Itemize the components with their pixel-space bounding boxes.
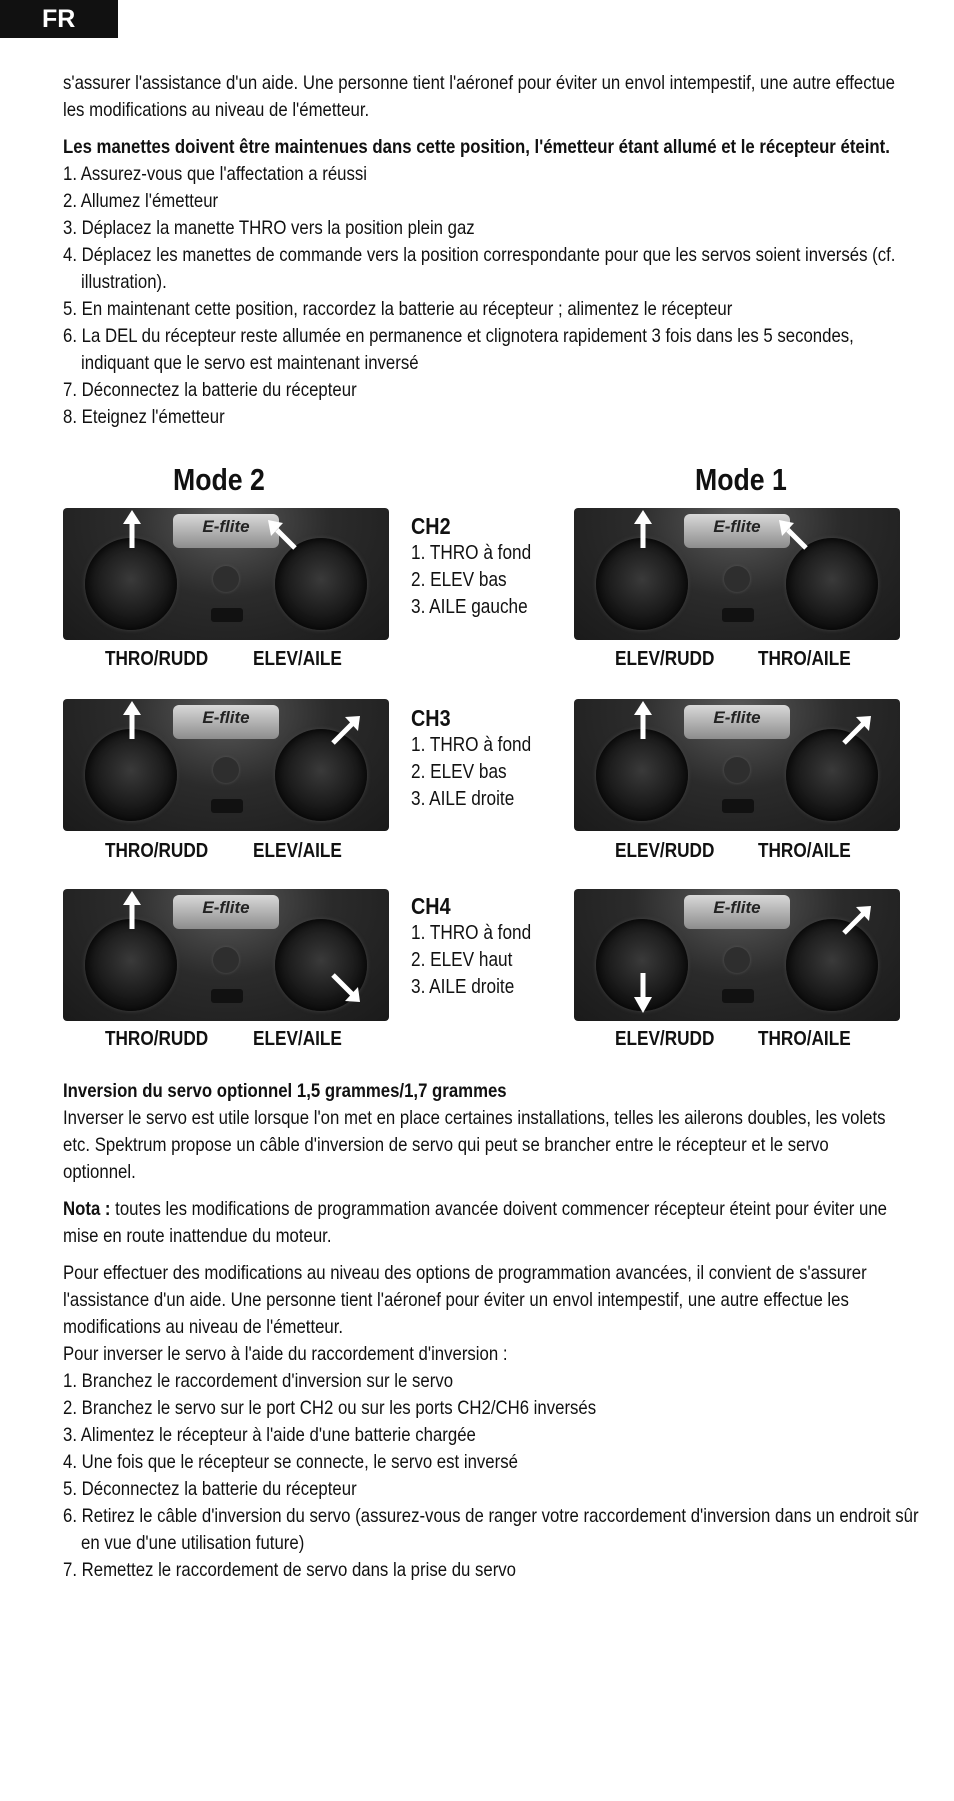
- list-item: 2. Allumez l'émetteur: [63, 190, 219, 212]
- list-item: 6. Retirez le câble d'inversion du servo (assurez-vous de ranger votre raccordement d'inversion dans un endroit sûr en vue d'une utilisation future): [63, 1505, 919, 1554]
- intro-bold-instruction: Les manettes doivent être maintenues dans cette position, l'émetteur étant allumé et le récepteur éteint.: [63, 136, 890, 158]
- intro-section: [63, 70, 903, 431]
- mode2-title: Mode 2: [173, 462, 265, 497]
- channel-line: 1. THRO à fond: [411, 734, 532, 756]
- stick-position-diagram: [63, 462, 903, 1050]
- brand-badge: E-flite: [684, 514, 790, 548]
- section-paragraph: Pour inverser le servo à l'aide du raccordement d'inversion :: [63, 1343, 508, 1365]
- section-heading: Inversion du servo optionnel 1,5 grammes/1,7 grammes: [63, 1080, 507, 1102]
- transmitter-mode2-ch3: [63, 699, 389, 831]
- transmitter-mode1-ch3: [574, 699, 900, 831]
- channel-ch2: [411, 512, 531, 621]
- transmitter-mode1-ch2: [574, 508, 900, 640]
- stick-label-right: THRO/AILE: [758, 648, 851, 670]
- note-paragraph: [63, 1196, 901, 1250]
- stick-label-right: THRO/AILE: [758, 840, 851, 862]
- section-paragraph: Pour effectuer des modifications au niveau des options de programmation avancées, il convient de s'assurer l'assistance d'un aide. Une personne tient l'aéronef pour éviter un envol intempestif, une autre effectue les modifications au niveau de l'émetteur.: [63, 1262, 867, 1338]
- arrow-icon: [574, 699, 900, 831]
- section-paragraph: Inverser le servo est utile lorsque l'on met en place certaines installations, telles les ailerons doubles, les volets etc. Spektrum propose un câble d'inversion de servo qui peut se brancher entre le récepteur et le servo optionnel.: [63, 1107, 886, 1183]
- channel-title: CH4: [411, 893, 451, 919]
- stick-label-right: ELEV/AILE: [253, 840, 342, 862]
- servo-reversal-section: [63, 1078, 919, 1584]
- list-item: 1. Branchez le raccordement d'inversion sur le servo: [63, 1370, 454, 1392]
- channel-title: CH3: [411, 705, 451, 731]
- intro-paragraph: s'assurer l'assistance d'un aide. Une personne tient l'aéronef pour éviter un envol intempestif, une autre effectue les modifications au niveau de l'émetteur.: [63, 72, 895, 121]
- arrow-icon: [63, 508, 389, 640]
- stick-label-right: ELEV/AILE: [253, 1028, 342, 1050]
- list-item: 4. Déplacez les manettes de commande vers la position correspondante pour que les servos soient inversés (cf. illustration).: [63, 244, 896, 293]
- arrow-icon: [574, 889, 900, 1021]
- channel-line: 3. AILE droite: [411, 788, 515, 810]
- list-item: 6. La DEL du récepteur reste allumée en permanence et clignotera rapidement 3 fois dans les 5 secondes, indiquant que le servo est maintenant inversé: [63, 325, 854, 374]
- channel-line: 1. THRO à fond: [411, 542, 532, 564]
- list-item: 3. Alimentez le récepteur à l'aide d'une batterie chargée: [63, 1424, 476, 1446]
- note-text: toutes les modifications de programmation avancée doivent commencer récepteur éteint pour éviter une mise en route inattendue du moteur.: [63, 1198, 888, 1247]
- list-item: 8. Eteignez l'émetteur: [63, 406, 225, 428]
- list-item: 2. Branchez le servo sur le port CH2 ou sur les ports CH2/CH6 inversés: [63, 1397, 597, 1419]
- transmitter-mode2-ch2: [63, 508, 389, 640]
- note-label: Nota :: [63, 1198, 111, 1220]
- transmitter-mode1-ch4: [574, 889, 900, 1021]
- list-item: 1. Assurez-vous que l'affectation a réussi: [63, 163, 367, 185]
- stick-label-right: ELEV/AILE: [253, 648, 342, 670]
- list-item: 5. Déconnectez la batterie du récepteur: [63, 1478, 357, 1500]
- language-tab: FR: [0, 0, 118, 38]
- intro-steps-list: [63, 161, 903, 431]
- transmitter-mode2-ch4: [63, 889, 389, 1021]
- list-item: 5. En maintenant cette position, raccordez la batterie au récepteur ; alimentez le récepteur: [63, 298, 733, 320]
- arrow-icon: [63, 889, 389, 1021]
- channel-line: 1. THRO à fond: [411, 922, 532, 944]
- stick-label-right: THRO/AILE: [758, 1028, 851, 1050]
- channel-ch3: [411, 704, 531, 813]
- brand-badge: E-flite: [173, 514, 279, 548]
- brand-badge: E-flite: [684, 705, 790, 739]
- servo-steps-list: [63, 1368, 919, 1584]
- list-item: 3. Déplacez la manette THRO vers la position plein gaz: [63, 217, 475, 239]
- stick-label-left: THRO/RUDD: [105, 648, 209, 670]
- brand-badge: E-flite: [173, 705, 279, 739]
- list-item: 4. Une fois que le récepteur se connecte, le servo est inversé: [63, 1451, 518, 1473]
- channel-line: 2. ELEV bas: [411, 569, 507, 591]
- channel-line: 2. ELEV bas: [411, 761, 507, 783]
- channel-line: 3. AILE droite: [411, 976, 515, 998]
- brand-badge: E-flite: [173, 895, 279, 929]
- list-item: 7. Remettez le raccordement de servo dans la prise du servo: [63, 1559, 517, 1581]
- mode1-title: Mode 1: [695, 462, 787, 497]
- arrow-icon: [63, 699, 389, 831]
- channel-line: 3. AILE gauche: [411, 596, 528, 618]
- channel-ch4: [411, 892, 531, 1001]
- stick-label-left: ELEV/RUDD: [615, 648, 715, 670]
- list-item: 7. Déconnectez la batterie du récepteur: [63, 379, 357, 401]
- stick-label-left: THRO/RUDD: [105, 840, 209, 862]
- channel-title: CH2: [411, 513, 451, 539]
- stick-label-left: ELEV/RUDD: [615, 840, 715, 862]
- channel-line: 2. ELEV haut: [411, 949, 513, 971]
- arrow-icon: [574, 508, 900, 640]
- stick-label-left: THRO/RUDD: [105, 1028, 209, 1050]
- stick-label-left: ELEV/RUDD: [615, 1028, 715, 1050]
- brand-badge: E-flite: [684, 895, 790, 929]
